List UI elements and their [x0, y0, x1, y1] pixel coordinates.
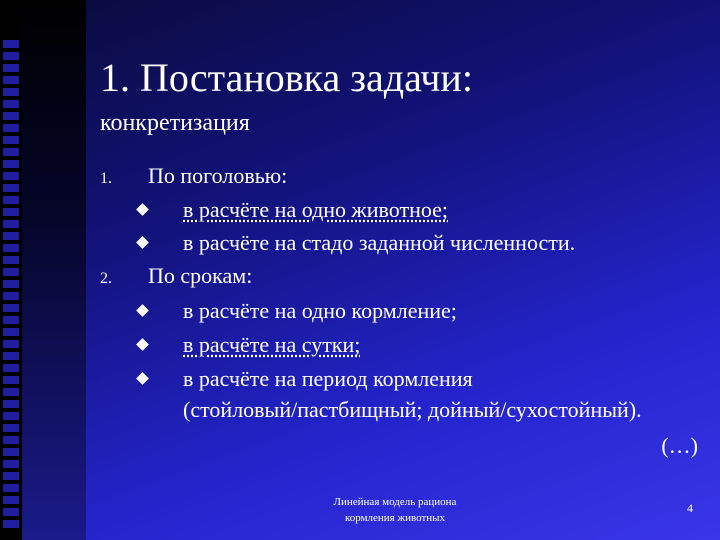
sub-item-1-2: в расчёте на стадо заданной численности.: [183, 230, 576, 255]
diamond-bullet-icon: [136, 338, 149, 351]
ellipsis-text: (…): [661, 433, 698, 458]
diamond-bullet-icon: [136, 203, 149, 216]
list-item-2-label: По срокам:: [148, 263, 253, 288]
sub-item-1-1: в расчёте на одно животное;: [183, 197, 449, 222]
footer-line-2: кормления животных: [344, 512, 446, 524]
list-number-2: 2.: [100, 270, 112, 287]
slide-footer: [300, 494, 490, 526]
stripe-squares-pattern: [3, 40, 19, 530]
footer-line-1: Линейная модель рациона: [333, 496, 457, 508]
diamond-bullet-icon: [136, 372, 149, 385]
list-number-1: 1.: [100, 170, 112, 187]
diamond-bullet-icon: [136, 304, 149, 317]
sub-item-2-3: в расчёте на период кормления: [183, 366, 473, 391]
left-dark-band: [22, 0, 86, 540]
sub-item-2-2: в расчёте на сутки;: [183, 332, 361, 357]
sub-item-2-3-continuation: (стойловый/пастбищный; дойный/сухостойный).: [183, 397, 642, 422]
slide-title: 1. Постановка задачи:: [100, 55, 473, 100]
sub-item-2-1: в расчёте на одно кормление;: [183, 298, 457, 323]
page-number: 4: [687, 501, 693, 515]
list-item-1-label: По поголовью:: [148, 163, 288, 188]
left-decorative-stripe: [0, 0, 22, 540]
slide-subtitle: конкретизация: [100, 110, 250, 136]
diamond-bullet-icon: [136, 236, 149, 249]
